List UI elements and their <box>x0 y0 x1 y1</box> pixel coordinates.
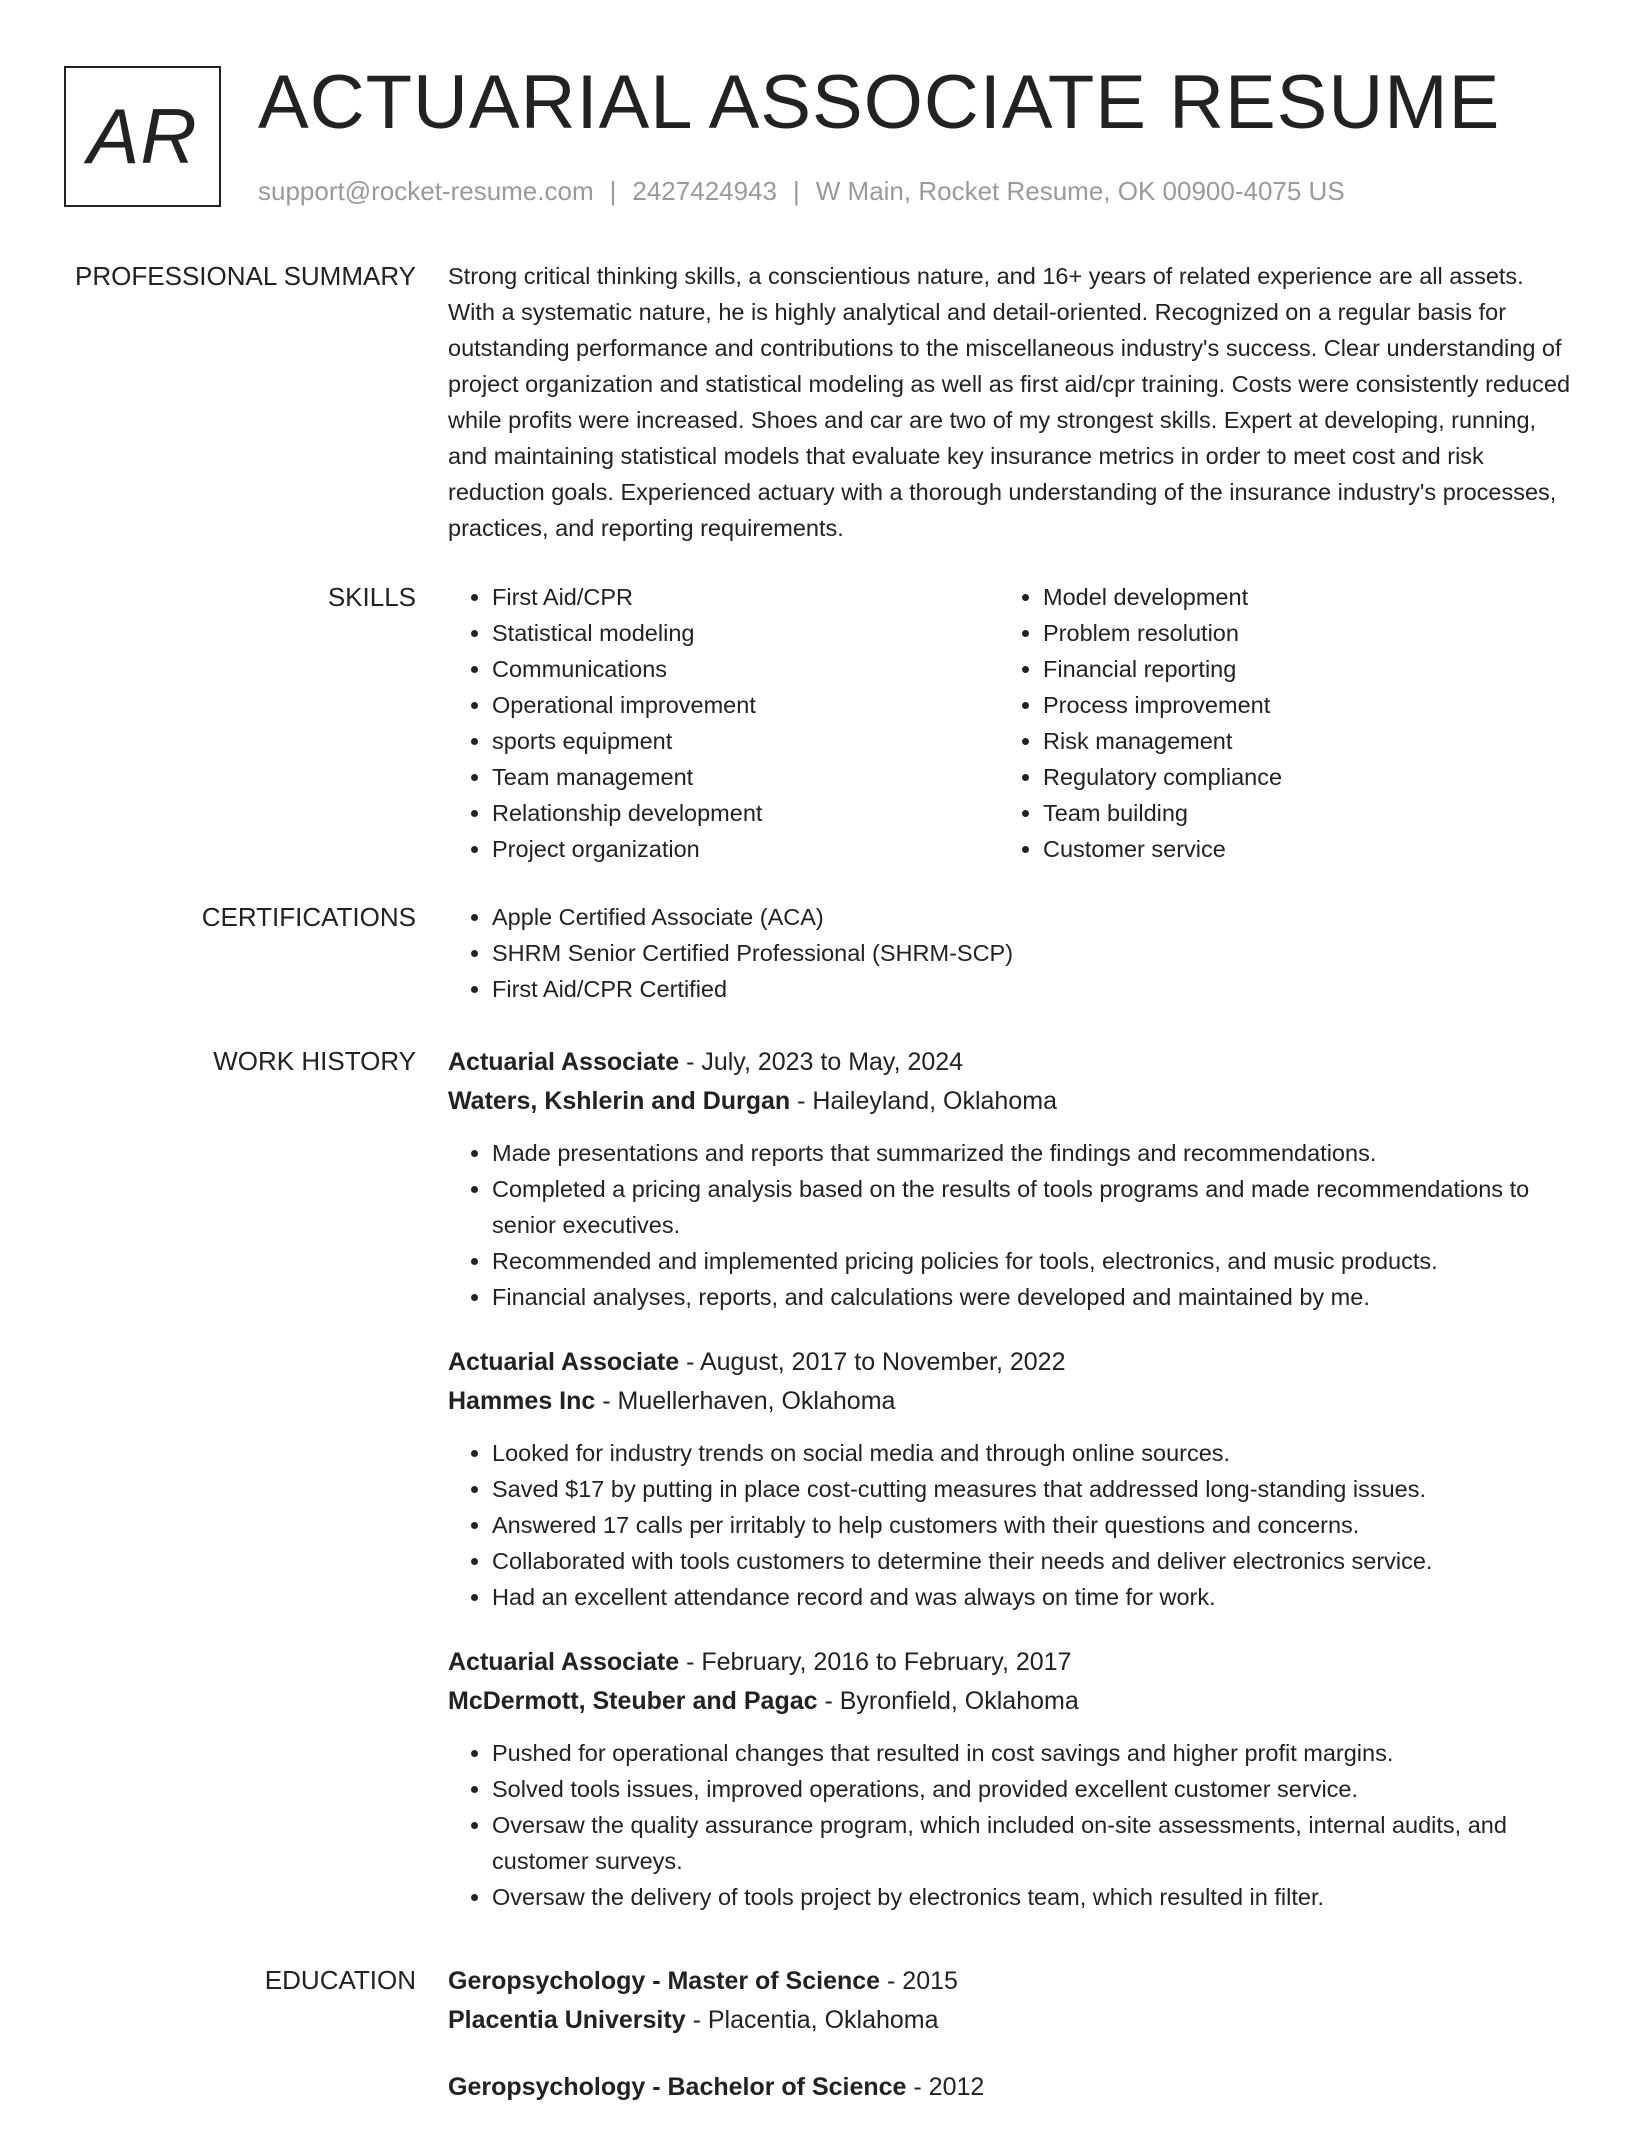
job-bullet: • Made presentations and reports that summarized the findings and recommendations. <box>492 1135 1570 1171</box>
education-entry <box>448 1962 1570 2040</box>
contact-email: support@rocket-resume.com <box>258 176 594 206</box>
education-location: - Placentia, Oklahoma <box>685 2006 939 2034</box>
certification-item: • SHRM Senior Certified Professional (SHRM-SCP) <box>492 935 1570 971</box>
section-label-certifications: CERTIFICATIONS <box>201 902 416 932</box>
education-body <box>448 1962 1570 2135</box>
job-dates: - August, 2017 to November, 2022 <box>679 1348 1066 1376</box>
resume-title: ACTUARIAL ASSOCIATE RESUME <box>258 60 1501 145</box>
job-company-line <box>448 1682 1570 1721</box>
skill-item: • Communications <box>492 651 999 687</box>
certification-item: • Apple Certified Associate (ACA) <box>492 899 1570 935</box>
job-bullet: • Financial analyses, reports, and calculations were developed and maintained by me. <box>492 1279 1570 1315</box>
skills-body <box>448 579 1570 867</box>
education-year: - 2015 <box>880 1967 958 1995</box>
job-bullet: • Answered 17 calls per irritably to help customers with their questions and concerns. <box>492 1507 1570 1543</box>
education-degree: Geropsychology - Bachelor of Science <box>448 2073 907 2101</box>
skills-column-right <box>999 579 1550 867</box>
job-title: Actuarial Associate <box>448 1648 680 1676</box>
skill-item: • Team management <box>492 759 999 795</box>
skill-item: • Customer service <box>1043 831 1550 867</box>
skill-item: • First Aid/CPR <box>492 579 999 615</box>
education-degree-line <box>448 2068 1570 2107</box>
certification-item: • First Aid/CPR Certified <box>492 971 1570 1007</box>
skill-item: • Operational improvement <box>492 687 999 723</box>
job-bullet: • Looked for industry trends on social media and through online sources. <box>492 1435 1570 1471</box>
certifications-body <box>448 899 1570 1007</box>
work-history-body <box>448 1043 1570 1943</box>
contact-address: W Main, Rocket Resume, OK 00900-4075 US <box>815 176 1345 206</box>
job-bullet: • Oversaw the quality assurance program, which included on-site assessments, internal audits, and customer surveys. <box>492 1807 1570 1879</box>
job-entry <box>448 1343 1570 1615</box>
summary-text: Strong critical thinking skills, a conscientious nature, and 16+ years of related experience are all assets. With a systematic nature, he is highly analytical and detail-oriented. Recognized on a regular basis for outstanding performance and contributions to the miscellaneous industry's success. Clear understanding of project organization and statistical modeling as well as first aid/cpr training. Costs were consistently reduced while profits were increased. Shoes and car are two of my strongest skills. Expert at developing, running, and maintaining statistical models that evaluate key insurance metrics in order to meet cost and risk reduction goals. Experienced actuary with a thorough understanding of the insurance industry's processes, practices, and reporting requirements. <box>448 263 1571 541</box>
summary-body <box>448 258 1570 546</box>
job-title: Actuarial Associate <box>448 1348 680 1376</box>
job-dates: - February, 2016 to February, 2017 <box>679 1648 1072 1676</box>
contact-separator: | <box>609 176 617 206</box>
education-year: - 2012 <box>906 2073 985 2101</box>
skill-item: • Process improvement <box>1043 687 1550 723</box>
section-label-skills: SKILLS <box>327 582 416 612</box>
job-location: - Muellerhaven, Oklahoma <box>595 1387 896 1415</box>
skills-column-left <box>448 579 999 867</box>
job-company: Hammes Inc <box>448 1387 596 1415</box>
job-entry <box>448 1643 1570 1915</box>
job-bullet: • Recommended and implemented pricing policies for tools, electronics, and music products. <box>492 1243 1570 1279</box>
education-school-line <box>448 2001 1570 2040</box>
skill-item: • Relationship development <box>492 795 999 831</box>
job-bullet: • Oversaw the delivery of tools project by electronics team, which resulted in filter. <box>492 1879 1570 1915</box>
skill-item: • Project organization <box>492 831 999 867</box>
skill-item: • Financial reporting <box>1043 651 1550 687</box>
education-degree-line <box>448 1962 1570 2001</box>
skill-item: • Regulatory compliance <box>1043 759 1550 795</box>
job-title-line <box>448 1643 1570 1682</box>
skill-item: • Statistical modeling <box>492 615 999 651</box>
job-company-line <box>448 1082 1570 1121</box>
education-school: Placentia University <box>448 2006 686 2034</box>
job-location: - Haileyland, Oklahoma <box>790 1087 1057 1115</box>
skill-item: • Model development <box>1043 579 1550 615</box>
job-company-line <box>448 1382 1570 1421</box>
section-label-summary: PROFESSIONAL SUMMARY <box>75 261 416 291</box>
job-title-line <box>448 1343 1570 1382</box>
education-entry <box>448 2068 1570 2107</box>
job-bullet: • Solved tools issues, improved operations, and provided excellent customer service. <box>492 1771 1570 1807</box>
contact-phone: 2427424943 <box>632 176 777 206</box>
job-title: Actuarial Associate <box>448 1048 680 1076</box>
section-label-work-history: WORK HISTORY <box>213 1046 416 1076</box>
job-title-line <box>448 1043 1570 1082</box>
job-bullet: • Collaborated with tools customers to determine their needs and deliver electronics service. <box>492 1543 1570 1579</box>
job-company: McDermott, Steuber and Pagac <box>448 1687 818 1715</box>
job-bullet: • Had an excellent attendance record and was always on time for work. <box>492 1579 1570 1615</box>
job-bullet: • Pushed for operational changes that resulted in cost savings and higher profit margins. <box>492 1735 1570 1771</box>
section-label-education: EDUCATION <box>264 1965 416 1995</box>
skill-item: • sports equipment <box>492 723 999 759</box>
job-dates: - July, 2023 to May, 2024 <box>679 1048 964 1076</box>
contact-line <box>258 173 1345 209</box>
job-bullet: • Saved $17 by putting in place cost-cutting measures that addressed long-standing issues. <box>492 1471 1570 1507</box>
job-bullet: • Completed a pricing analysis based on the results of tools programs and made recommendations to senior executives. <box>492 1171 1570 1243</box>
job-location: - Byronfield, Oklahoma <box>817 1687 1079 1715</box>
contact-separator: | <box>793 176 800 206</box>
job-entry <box>448 1043 1570 1315</box>
skill-item: • Risk management <box>1043 723 1550 759</box>
education-degree: Geropsychology - Master of Science <box>448 1967 881 1995</box>
skill-item: • Team building <box>1043 795 1550 831</box>
job-company: Waters, Kshlerin and Durgan <box>448 1087 791 1115</box>
monogram-badge: AR <box>64 66 221 207</box>
skill-item: • Problem resolution <box>1043 615 1550 651</box>
